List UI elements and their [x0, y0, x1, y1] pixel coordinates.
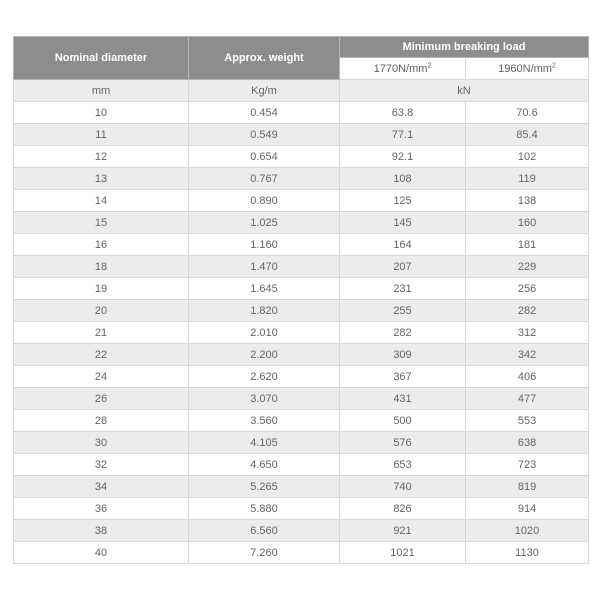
table-row: [14, 432, 589, 454]
table-cell: 723: [466, 454, 589, 476]
table-cell: 26: [14, 388, 189, 410]
table-row: [14, 190, 589, 212]
table-cell: 500: [340, 410, 466, 432]
table-cell: 2.010: [189, 322, 340, 344]
table-cell: 15: [14, 212, 189, 234]
table-cell: 406: [466, 366, 589, 388]
table-row: [14, 454, 589, 476]
table-cell: 30: [14, 432, 189, 454]
col-header-nominal-diameter: Nominal diameter: [14, 37, 189, 80]
table-cell: 1020: [466, 520, 589, 542]
table-cell: 826: [340, 498, 466, 520]
table-cell: 145: [340, 212, 466, 234]
table-cell: 138: [466, 190, 589, 212]
table-cell: 28: [14, 410, 189, 432]
table-cell: 92.1: [340, 146, 466, 168]
unit-diameter: mm: [14, 80, 189, 102]
table-cell: 1.470: [189, 256, 340, 278]
table-row: [14, 498, 589, 520]
table-cell: 36: [14, 498, 189, 520]
table-cell: 12: [14, 146, 189, 168]
col-header-grade-1770: [340, 58, 466, 80]
table-cell: 5.265: [189, 476, 340, 498]
table-cell: 309: [340, 344, 466, 366]
grade-1960-label: 1960N/mm: [498, 62, 552, 75]
table-cell: 164: [340, 234, 466, 256]
table-row: [14, 234, 589, 256]
table-cell: 0.654: [189, 146, 340, 168]
table-row: [14, 410, 589, 432]
table-cell: 231: [340, 278, 466, 300]
col-header-breaking-load-group: Minimum breaking load: [340, 37, 589, 58]
table-cell: 921: [340, 520, 466, 542]
table-cell: 63.8: [340, 102, 466, 124]
table-cell: 5.880: [189, 498, 340, 520]
table-cell: 0.767: [189, 168, 340, 190]
table-row: [14, 366, 589, 388]
table-cell: 576: [340, 432, 466, 454]
table-row: [14, 520, 589, 542]
table-cell: 255: [340, 300, 466, 322]
grade-1770-label: 1770N/mm: [373, 62, 428, 75]
table-cell: 312: [466, 322, 589, 344]
table-cell: 19: [14, 278, 189, 300]
table-cell: 1021: [340, 542, 466, 564]
table-cell: 108: [340, 168, 466, 190]
grade-1770-superscript: 2: [427, 61, 432, 69]
table-cell: 914: [466, 498, 589, 520]
header-row-main: [14, 37, 589, 58]
table-row: [14, 102, 589, 124]
table-cell: 638: [466, 432, 589, 454]
table-row: [14, 476, 589, 498]
table-cell: 85.4: [466, 124, 589, 146]
table-cell: 125: [340, 190, 466, 212]
table-row: [14, 146, 589, 168]
table-row: [14, 322, 589, 344]
table-cell: 11: [14, 124, 189, 146]
table-cell: 1130: [466, 542, 589, 564]
table-cell: 18: [14, 256, 189, 278]
table-cell: 40: [14, 542, 189, 564]
table-cell: 1.025: [189, 212, 340, 234]
table-cell: 3.560: [189, 410, 340, 432]
table-cell: 477: [466, 388, 589, 410]
table-cell: 342: [466, 344, 589, 366]
table-cell: 21: [14, 322, 189, 344]
table-cell: 102: [466, 146, 589, 168]
table-cell: 282: [340, 322, 466, 344]
table-cell: 0.890: [189, 190, 340, 212]
table-cell: 229: [466, 256, 589, 278]
table-cell: 1.645: [189, 278, 340, 300]
table-row: [14, 388, 589, 410]
table-cell: 6.560: [189, 520, 340, 542]
table-cell: 0.549: [189, 124, 340, 146]
table-cell: 256: [466, 278, 589, 300]
table-cell: 119: [466, 168, 589, 190]
table-cell: 181: [466, 234, 589, 256]
table-cell: 2.620: [189, 366, 340, 388]
table-cell: 553: [466, 410, 589, 432]
unit-load: kN: [340, 80, 589, 102]
unit-weight: Kg/m: [189, 80, 340, 102]
table-cell: 431: [340, 388, 466, 410]
table-cell: 653: [340, 454, 466, 476]
table-body: [14, 102, 589, 564]
table-row: [14, 124, 589, 146]
table-cell: 160: [466, 212, 589, 234]
table-cell: 2.200: [189, 344, 340, 366]
table-cell: 4.105: [189, 432, 340, 454]
breaking-load-table: [13, 36, 589, 564]
table-cell: 367: [340, 366, 466, 388]
table-cell: 0.454: [189, 102, 340, 124]
table-cell: 740: [340, 476, 466, 498]
table-cell: 3.070: [189, 388, 340, 410]
table-cell: 34: [14, 476, 189, 498]
units-row: [14, 80, 589, 102]
table-cell: 70.6: [466, 102, 589, 124]
table-cell: 1.160: [189, 234, 340, 256]
table-row: [14, 278, 589, 300]
table-cell: 4.650: [189, 454, 340, 476]
table-cell: 20: [14, 300, 189, 322]
table-cell: 819: [466, 476, 589, 498]
table-row: [14, 542, 589, 564]
table-row: [14, 256, 589, 278]
table-cell: 32: [14, 454, 189, 476]
table-cell: 14: [14, 190, 189, 212]
table-cell: 10: [14, 102, 189, 124]
table-cell: 16: [14, 234, 189, 256]
table-cell: 38: [14, 520, 189, 542]
table-row: [14, 344, 589, 366]
table-row: [14, 300, 589, 322]
table-cell: 207: [340, 256, 466, 278]
table-row: [14, 168, 589, 190]
col-header-grade-1960: [466, 58, 589, 80]
table-cell: 1.820: [189, 300, 340, 322]
grade-1960-superscript: 2: [551, 61, 556, 69]
table-cell: 282: [466, 300, 589, 322]
table-cell: 7.260: [189, 542, 340, 564]
table-cell: 22: [14, 344, 189, 366]
col-header-approx-weight: Approx. weight: [189, 37, 340, 80]
table-cell: 77.1: [340, 124, 466, 146]
table-cell: 13: [14, 168, 189, 190]
table-row: [14, 212, 589, 234]
table-cell: 24: [14, 366, 189, 388]
